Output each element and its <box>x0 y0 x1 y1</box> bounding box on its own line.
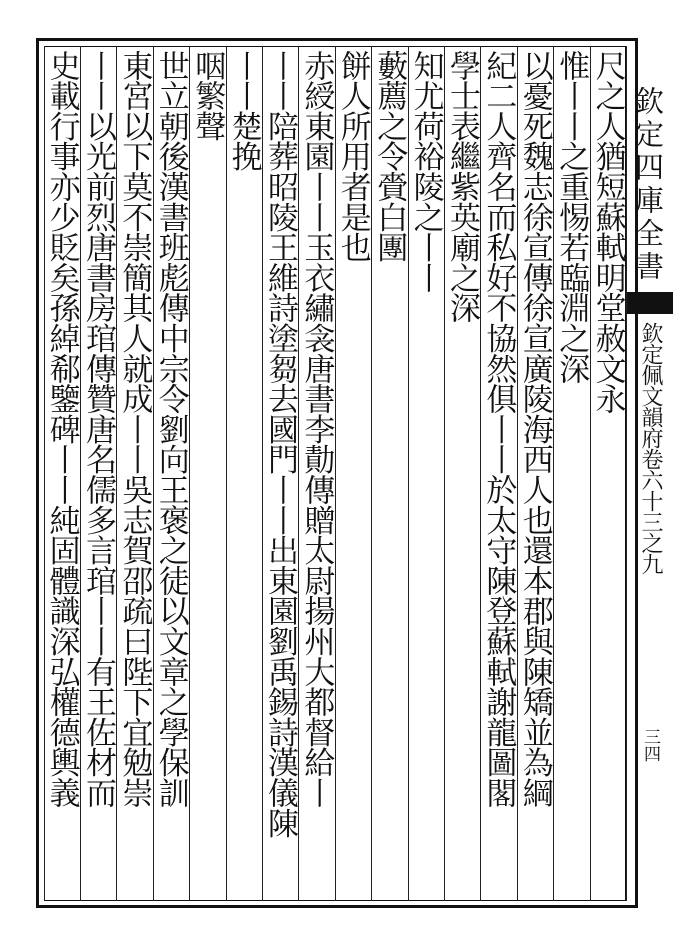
margin-volume: 欽定佩文韻府卷六十三之九 <box>638 322 663 574</box>
text-column: 學士表繼紫英廟之深 <box>444 50 480 323</box>
text-column: 藪薦之令賫白團 <box>371 50 408 263</box>
text-column: 惟丨丨之重惕若臨淵之深 <box>553 50 590 384</box>
text-column: 紀二人齊名而私好不協然俱丨丨於太守陳登蘇軾謝龍圖閣 <box>480 50 517 808</box>
text-column: 知尤荷裕陵之丨丨 <box>407 50 444 293</box>
fish-tail-mark <box>626 292 673 314</box>
text-column: 以憂死魏志徐宣傳徐宣廣陵海西人也還本郡與陳矯並為綱 <box>516 50 553 808</box>
text-column: 丨丨陪葬昭陵王維詩塗芻去國門丨丨出東園劉禹錫詩漢儀陳 <box>262 50 298 838</box>
text-column: 世立朝後漢書班彪傳中宗令劉向王褒之徒以文章之學保訓 <box>152 50 189 808</box>
text-column: 赤綬東園丨丨玉衣繡衾唐書李勣傳贈太尉揚州大都督給丨 <box>298 50 335 808</box>
text-column: 咽繁聲 <box>189 50 226 141</box>
text-column: 丨丨以光前烈唐書房琯傳贊唐名儒多言琯丨丨有王佐材而 <box>80 50 116 808</box>
text-column: 尺之人猶短蘇軾明堂赦文永 <box>589 50 626 414</box>
text-column: 東宮以下莫不崇簡其人就成丨丨吳志賀邵疏曰陛下宜勉崇 <box>116 50 153 808</box>
margin-page-number: 三四 <box>640 728 660 762</box>
text-column: 餅人所用者是也 <box>334 50 371 263</box>
text-column: 丨丨楚挽 <box>225 50 262 172</box>
text-column: 史載行事亦少貶矣孫綽郗鑒碑丨丨純固體識深弘權德輿義 <box>43 50 80 808</box>
margin-title: 欽定四庫全書 <box>631 86 665 284</box>
